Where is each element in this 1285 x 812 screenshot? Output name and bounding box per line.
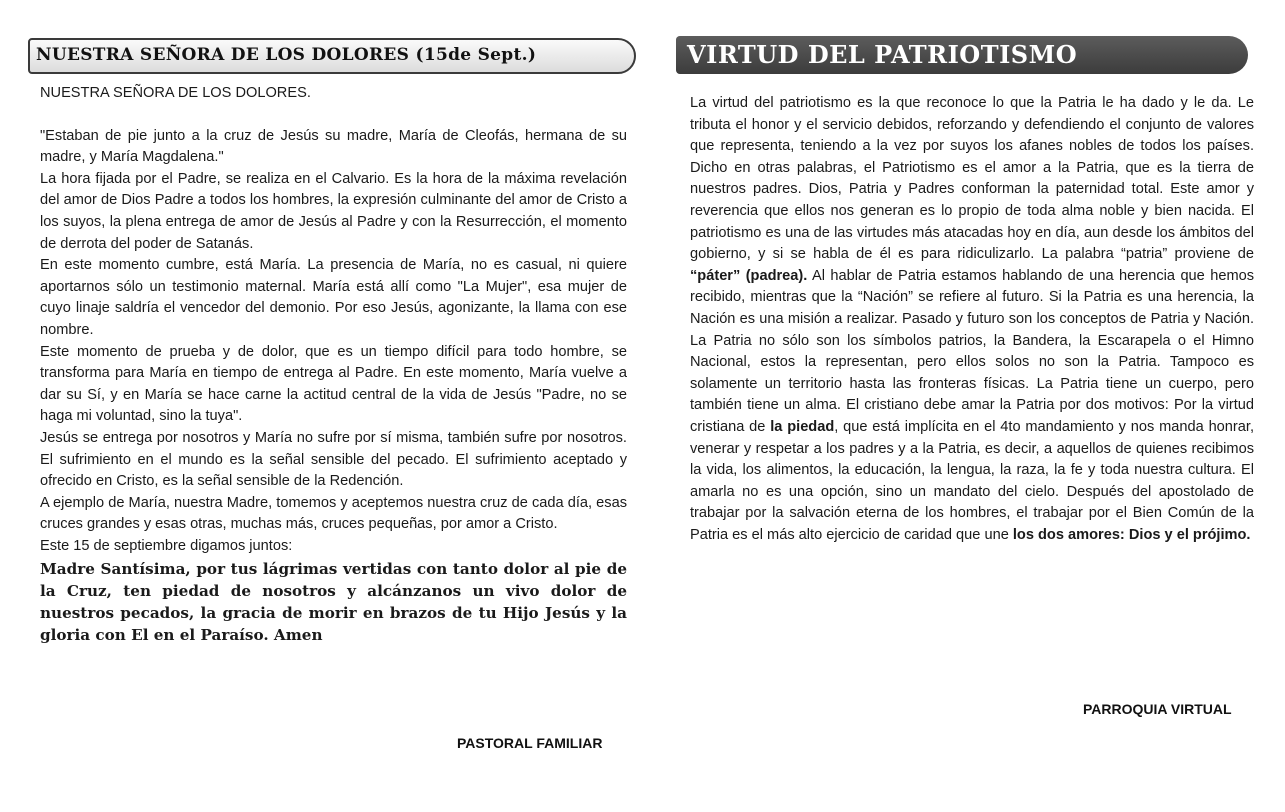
left-paragraph: "Estaban de pie junto a la cruz de Jesús su madre, María de Cleofás, hermana de su madre, y María Magdalena." — [40, 127, 627, 166]
right-bold-1: “páter” (padrea). — [690, 267, 808, 284]
right-text-1: La virtud del patriotismo es la que reconoce lo que la Patria le ha dado y le da. Le tributa el honor y el servicio debidos, reforzando y defendiendo el conjunto de valores que representa, teniendo a la vez por suyos los afanes nobles de todos los países. Dicho en otras palabras, el Patriotismo es el amor a la Patria, que es la tierra de nuestros padres. Dios, Patria y Padres conforman la paternidad total. Este amor y reverencia que ellos nos generan es lo propio de toda alma noble y bien nacida. El patriotismo es una de las virtudes más atacadas hoy en día, aun desde los ámbitos del gobierno, y si se habla de él es para ridiculizarlo. La palabra “patria” proviene de — [690, 95, 1254, 263]
right-signature: PARROQUIA VIRTUAL — [1083, 701, 1232, 717]
left-paragraph: Este momento de prueba y de dolor, que es un tiempo difícil para todo hombre, se transforma para María en tiempo de entrega al Padre. En este momento, María vuelve a dar su Sí, y en María se hace carne la actitud central de la vida de Jesús "Padre, no se haga mi voluntad, sino la tuya". — [40, 343, 627, 425]
left-banner-title: NUESTRA SEÑORA DE LOS DOLORES (15de Sept.) — [36, 45, 537, 65]
left-subtitle: NUESTRA SEÑORA DE LOS DOLORES. — [40, 85, 311, 101]
left-signature: PASTORAL FAMILIAR — [457, 735, 603, 751]
left-paragraph: Este 15 de septiembre digamos juntos: — [40, 537, 293, 554]
right-text-2: Al hablar de Patria estamos hablando de una herencia que hemos recibido, mientras que la “Nación” se refiere al futuro. Si la Patria es una herencia, la Nación es una misión a realizar. Pasado y futuro son los conceptos de Patria y Nación. La Patria no sólo son los símbolos patrios, la Bandera, la Escarapela o el Himno Nacional, estos la representan, pero ellos solos no son la Patria. Tampoco es solamente un territorio hasta las fronteras físicas. La Patria tiene un cuerpo, pero también tiene un alma. El cristiano debe amar la Patria por dos motivos: Por la virtud cristiana de — [690, 267, 1255, 435]
right-title-banner — [676, 36, 1248, 74]
left-paragraph: La hora fijada por el Padre, se realiza en el Calvario. Es la hora de la máxima revelación del amor de Dios Padre a todos los hombres, la expresión culminante del amor de Cristo a los suyos, la plena entrega de amor de Jesús al Padre y con la Resurrección, el momento de derrota del poder de Satanás. — [40, 170, 627, 252]
left-paragraph: En este momento cumbre, está María. La presencia de María, no es casual, ni quiere aportarnos sólo un testimonio maternal. María está allí como "La Mujer", esa mujer de cuyo linaje saldría el vencedor del demonio. Por eso Jesús, agonizante, la llama con ese nombre. — [40, 257, 627, 338]
right-bold-2: la piedad — [770, 418, 835, 435]
right-article — [690, 93, 1254, 546]
right-text-3: , que está implícita en el 4to mandamiento y nos manda honrar, venerar y respetar a los padres y a la Patria, es decir, a aquellos de quienes recibimos la vida, los alimentos, la educación, la lengua, la raza, la fe y toda nuestra cultura. El amarla no es una opción, sino un mandato del cielo. Después del apostolado de trabajar por la salvación eterna de los hombres, el trabajar por el Bien Común de la Patria es el más alto ejercicio de caridad que une — [690, 418, 1254, 543]
right-body — [690, 93, 1254, 546]
prayer-text: Madre Santísima, por tus lágrimas vertidas con tanto dolor al pie de la Cruz, ten piedad de nosotros y alcánzanos un vivo dolor de nuestros pecados, la gracia de morir en brazos de tu Hijo Jesús y la gloria con El en el Paraíso. Amen — [40, 560, 627, 644]
left-paragraph: A ejemplo de María, nuestra Madre, tomemos y aceptemos nuestra cruz de cada día, esas cruces grandes y esas otras, muchas más, cruces pequeñas, por amor a Cristo. — [40, 494, 627, 533]
left-article — [40, 83, 627, 647]
right-bold-3: los dos amores: Dios y el prójimo. — [1012, 526, 1251, 543]
left-title-banner — [28, 38, 636, 74]
left-paragraph: Jesús se entrega por nosotros y María no sufre por sí misma, también sufre por nosotros. El sufrimiento en el mundo es la señal sensible del pecado. El sufrimiento aceptado y ofrecido en Cristo, es la señal sensible de la Redención. — [40, 429, 627, 490]
right-banner-title: VIRTUD DEL PATRIOTISMO — [687, 40, 1078, 69]
